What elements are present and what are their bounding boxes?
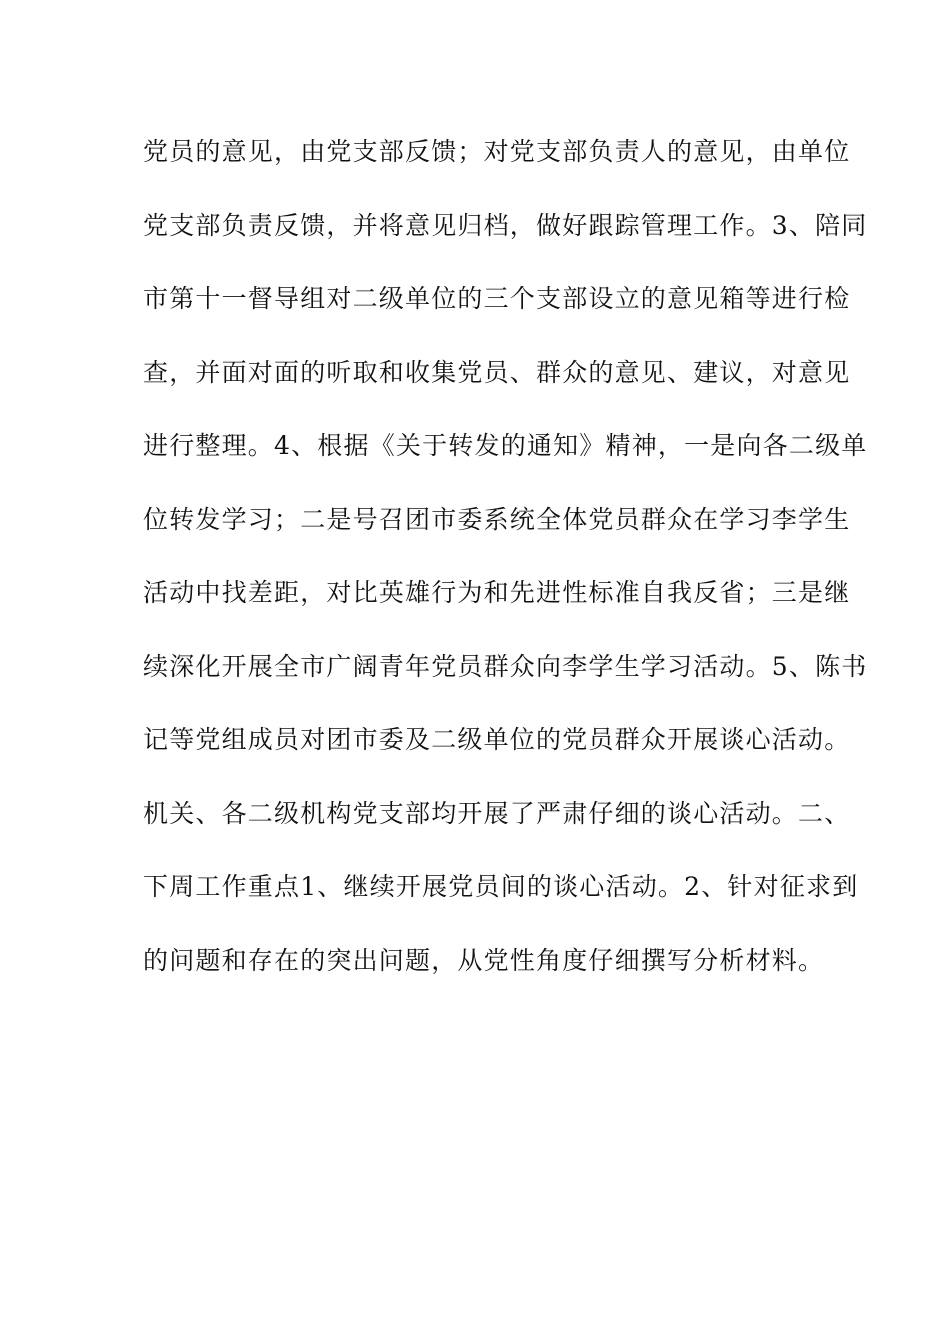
body-text xyxy=(143,129,868,1011)
text-line: 的问题和存在的突出问题，从党性角度仔细撰写分析材料。 xyxy=(143,945,825,975)
text-line: 机关、各二级机构党支部均开展了严肃仔细的谈心活动。二、 xyxy=(143,798,851,828)
text-line: 续深化开展全市广阔青年党员群众向李学生学习活动。5、陈书 xyxy=(143,651,868,681)
text-line: 党支部负责反馈，并将意见归档，做好跟踪管理工作。3、陪同 xyxy=(143,210,868,240)
text-line: 市第十一督导组对二级单位的三个支部设立的意见箱等进行检 xyxy=(143,284,851,313)
text-line: 查，并面对面的听取和收集党员、群众的意见、建议，对意见 xyxy=(143,357,851,387)
text-line: 下周工作重点1、继续开展党员间的谈心活动。2、针对征求到 xyxy=(143,872,859,901)
text-line: 进行整理。4、根据《关于转发的通知》精神，一是向各二级单 xyxy=(143,431,868,460)
text-line: 活动中找差距，对比英雄行为和先进性标准自我反省；三是继 xyxy=(143,578,851,607)
text-line: 位转发学习；二是号召团市委系统全体党员群众在学习李学生 xyxy=(143,504,851,534)
text-line: 记等党组成员对团市委及二级单位的党员群众开展谈心活动。 xyxy=(143,725,851,754)
text-line: 党员的意见，由党支部反馈；对党支部负责人的意见，由单位 xyxy=(143,137,851,166)
